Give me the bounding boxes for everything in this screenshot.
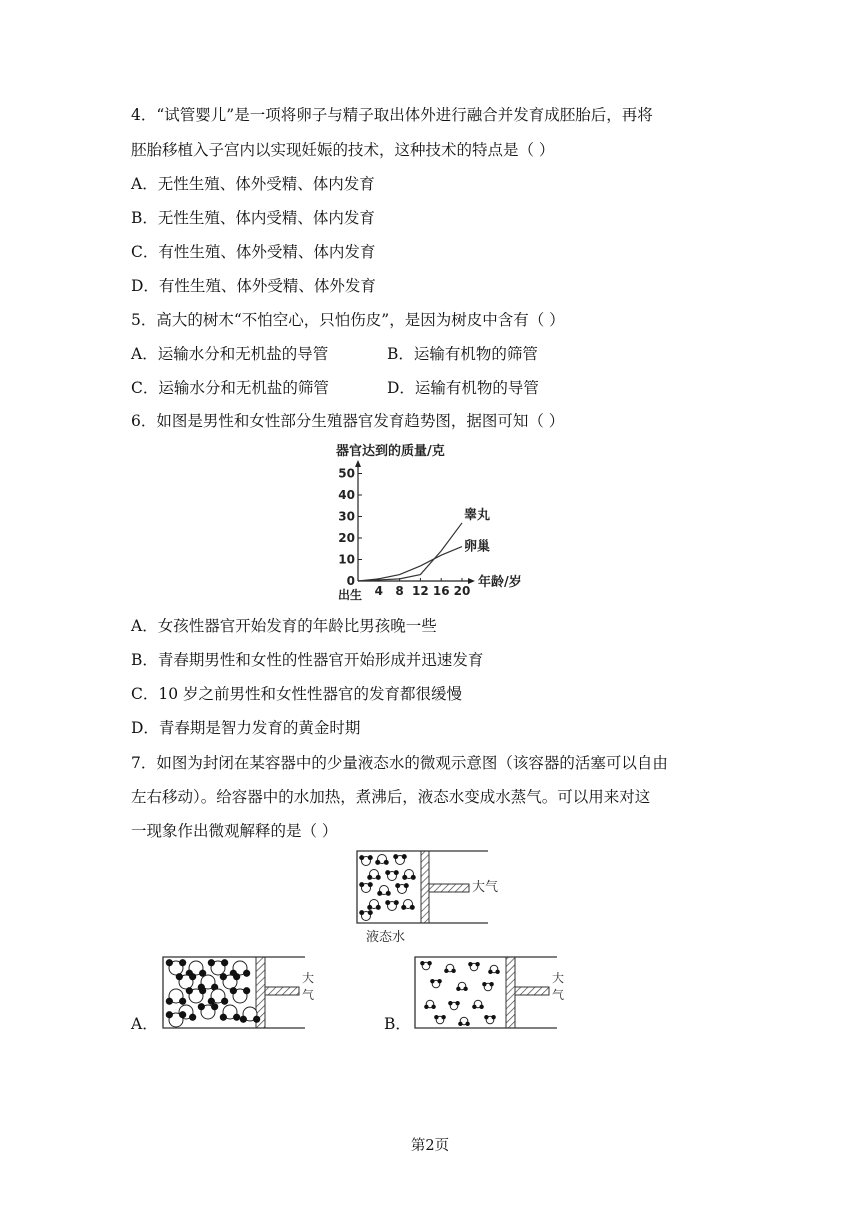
liquid-water-label: 液态水 [366, 930, 406, 945]
series-line-testis [358, 523, 462, 581]
water-molecule [230, 961, 251, 977]
q5-stem: 5．高大的树木“不怕空心，只怕伤皮”，是因为树皮中含有（ ） [131, 311, 565, 329]
water-molecule [230, 987, 251, 1003]
q7-stem-line2: 左右移动）。给容器中的水加热，煮沸后，液态水变成水蒸气。可以用来对这 [131, 788, 651, 806]
water-molecule [402, 870, 416, 880]
atmosphere-label: 大气 [472, 880, 499, 895]
q7-stem-line1: 7．如图为封闭在某容器中的少量液态水的微观示意图（该容器的活塞可以自由 [131, 754, 668, 772]
water-molecule [186, 961, 207, 977]
q6-option-b: B．青春期男性和女性的性器官开始形成并迅速发育 [131, 651, 484, 669]
water-molecule [458, 1017, 470, 1026]
x-tick-label: 8 [395, 584, 404, 598]
water-molecule [367, 900, 381, 910]
water-molecule [385, 870, 399, 880]
x-tick-label: 4 [374, 584, 383, 598]
q4-option-b: B．无性生殖、体内受精、体内发育 [131, 209, 375, 227]
y-tick-label: 0 [346, 574, 355, 588]
water-molecule [420, 961, 432, 970]
piston-rod-b [515, 987, 549, 995]
x-tick-label: 12 [412, 584, 429, 598]
series-label: 卵巢 [464, 539, 491, 555]
water-molecule [359, 882, 373, 892]
growth-chart [320, 436, 540, 606]
q5-option-d: D．运输有机物的导管 [387, 379, 539, 397]
chart-ylabel: 器官达到的质量/克 [336, 444, 445, 459]
q4-option-d: D．有性生殖、体外受精、体外发育 [131, 277, 376, 295]
water-molecule [377, 886, 391, 896]
option-a-label: A． [131, 1015, 158, 1033]
water-molecule [482, 982, 494, 991]
q7-stem-line3: 一现象作出微观解释的是（ ） [131, 822, 338, 840]
water-molecule [367, 870, 381, 880]
water-molecule [393, 854, 407, 864]
water-molecule [468, 962, 480, 971]
water-molecule [166, 989, 187, 1005]
series-label: 睾丸 [464, 507, 491, 523]
water-molecule [176, 973, 197, 989]
q6-option-d: D．青春期是智力发育的黄金时期 [131, 719, 361, 737]
water-molecule [385, 900, 399, 910]
water-molecule [198, 1003, 219, 1019]
page-number: 第2页 [410, 1138, 450, 1154]
water-molecule [359, 910, 373, 920]
option-a-figure [160, 954, 325, 1034]
q6-option-a: A．女孩性器官开始发育的年龄比男孩晚一些 [131, 617, 437, 635]
q6-option-c: C．10 岁之前男性和女性性器官的发育都很缓慢 [131, 685, 463, 703]
water-molecule [401, 900, 415, 910]
water-molecule [395, 883, 409, 893]
y-tick-label: 40 [338, 488, 355, 502]
liquid-water-container-figure [352, 846, 502, 946]
q4-option-c: C．有性生殖、体外受精、体内发育 [131, 243, 376, 261]
x-tick-label: 20 [453, 584, 471, 598]
y-tick-label: 20 [338, 531, 355, 545]
water-molecule [220, 973, 241, 989]
water-molecule [208, 959, 229, 975]
water-molecule [424, 1000, 436, 1009]
piston [421, 851, 429, 923]
water-molecule [430, 979, 442, 988]
water-molecule [444, 964, 456, 973]
y-tick-label: 50 [338, 466, 355, 481]
water-molecule [448, 1001, 460, 1010]
q5-option-a: A．运输水分和无机盐的导管 [131, 345, 329, 363]
piston-b [506, 957, 515, 1028]
water-molecule [434, 1015, 446, 1024]
piston-rod [429, 884, 469, 892]
water-molecule [359, 855, 373, 865]
water-molecule [472, 1000, 484, 1009]
water-molecule [484, 1015, 496, 1024]
series-line-ovary [358, 547, 462, 581]
q4-stem-line1: 4．“试管婴儿”是一项将卵子与精子取出体外进行融合并发育成胚胎后，再将 [131, 106, 653, 124]
q5-option-b: B．运输有机物的筛管 [387, 345, 538, 363]
water-molecule [456, 982, 468, 991]
water-molecule [208, 989, 229, 1005]
water-molecule [488, 965, 500, 974]
atmosphere-label-a1: 大 [302, 971, 315, 985]
water-molecule [166, 1011, 187, 1027]
atmosphere-label-b2: 气 [552, 988, 565, 1002]
y-tick-label: 30 [338, 509, 355, 524]
q5-option-c: C．运输水分和无机盐的筛管 [131, 379, 329, 397]
water-molecule [166, 959, 187, 975]
x-tick-label: 16 [432, 584, 450, 598]
y-axis-arrow [355, 460, 361, 467]
x-origin-label: 出生 [338, 588, 363, 602]
q4-option-a: A．无性生殖、体外受精、体内发育 [131, 175, 375, 193]
y-tick-label: 10 [338, 552, 355, 567]
atmosphere-label-b1: 大 [552, 971, 565, 985]
atmosphere-label-a2: 气 [302, 988, 315, 1002]
water-molecule [375, 855, 389, 865]
q4-stem-line2: 胚胎移植入子宫内以实现妊娠的技术，这种技术的特点是（ ） [131, 141, 555, 159]
piston-rod-a [265, 987, 299, 995]
option-b-figure [412, 954, 577, 1034]
q6-stem: 6．如图是男性和女性部分生殖器官发育趋势图，据图可知（ ） [131, 412, 565, 430]
water-molecule [220, 1005, 241, 1021]
water-molecule [186, 987, 207, 1003]
chart-xlabel: 年龄/岁 [478, 575, 522, 590]
option-b-label: B． [384, 1015, 411, 1033]
